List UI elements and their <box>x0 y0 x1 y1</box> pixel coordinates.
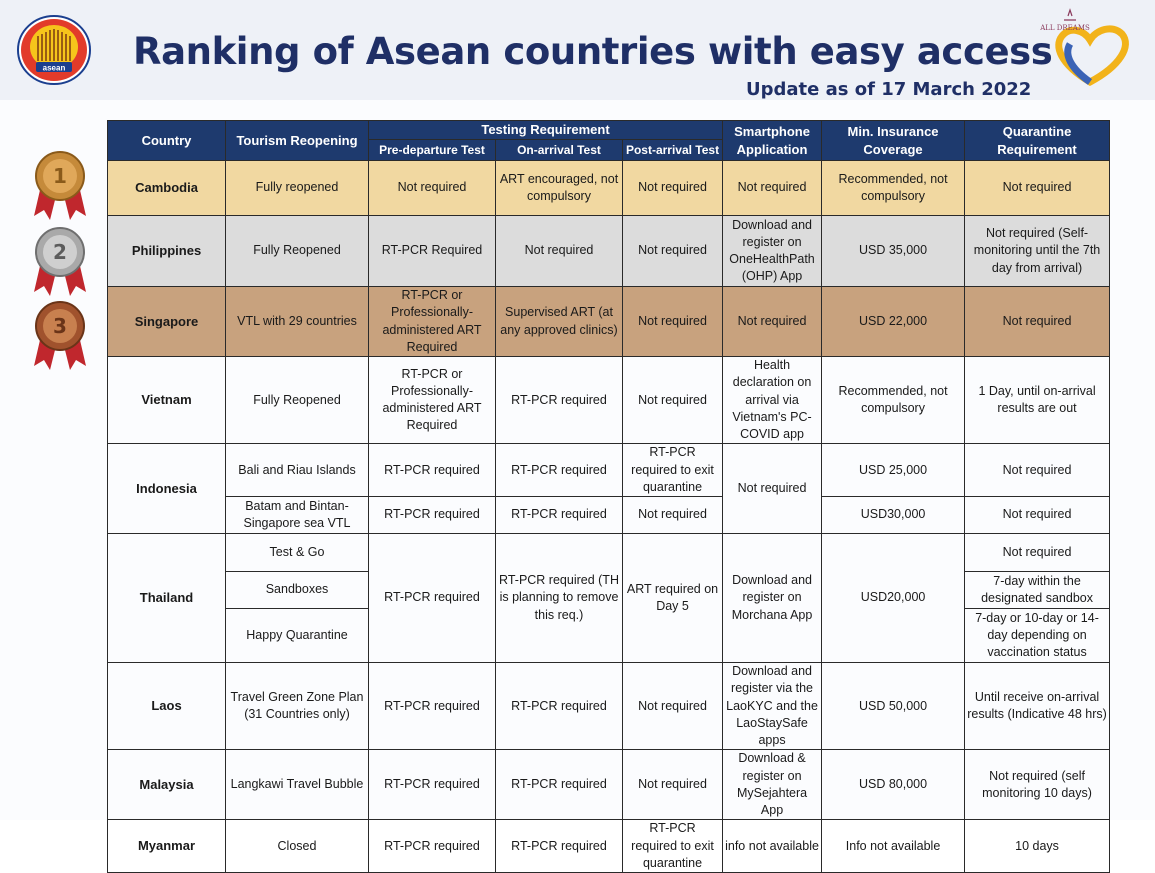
postarrival-cell: Not required <box>623 497 723 534</box>
bronze-medal-icon <box>34 302 86 370</box>
quarantine-cell: Not required <box>965 287 1110 357</box>
country-cell: Malaysia <box>108 750 226 820</box>
app-cell: Download and register on Morchana App <box>723 534 822 663</box>
bronze-medal-label: 3 <box>53 314 67 338</box>
app-cell: Not required <box>723 161 822 216</box>
asean-logo <box>16 14 92 86</box>
predeparture-cell: RT-PCR required <box>369 750 496 820</box>
header-min-insurance: Min. Insurance Coverage <box>822 121 965 161</box>
app-cell: Not required <box>723 444 822 534</box>
page-title: Ranking of Asean countries with easy access <box>133 30 1053 73</box>
quarantine-cell: 7-day or 10-day or 14-day depending on vaccination status <box>965 609 1110 663</box>
tourism-cell: Travel Green Zone Plan (31 Countries only) <box>226 663 369 750</box>
app-cell: info not available <box>723 820 822 873</box>
quarantine-cell: Not required <box>965 534 1110 572</box>
country-cell: Singapore <box>108 287 226 357</box>
gold-medal-label: 1 <box>53 164 67 188</box>
tourism-cell: Batam and Bintan-Singapore sea VTL <box>226 497 369 534</box>
ranking-table <box>107 120 1110 873</box>
tourism-cell: Langkawi Travel Bubble <box>226 750 369 820</box>
table-row-indonesia-1 <box>108 444 1110 497</box>
country-cell: Philippines <box>108 216 226 287</box>
table-row-malaysia <box>108 750 1110 820</box>
table-row-vietnam <box>108 357 1110 444</box>
predeparture-cell: RT-PCR required <box>369 444 496 497</box>
onarrival-cell: RT-PCR required <box>496 497 623 534</box>
insurance-cell: USD30,000 <box>822 497 965 534</box>
tourism-cell: Bali and Riau Islands <box>226 444 369 497</box>
onarrival-cell: Not required <box>496 216 623 287</box>
insurance-cell: USD 22,000 <box>822 287 965 357</box>
table-row-singapore <box>108 287 1110 357</box>
country-cell: Cambodia <box>108 161 226 216</box>
table-row-indonesia-2 <box>108 497 1110 534</box>
quarantine-cell: Not required (self monitoring 10 days) <box>965 750 1110 820</box>
table-row-myanmar <box>108 820 1110 873</box>
predeparture-cell: RT-PCR required <box>369 497 496 534</box>
insurance-cell: Recommended, not compulsory <box>822 161 965 216</box>
header-smartphone-application: Smartphone Application <box>723 121 822 161</box>
onarrival-cell: RT-PCR required <box>496 820 623 873</box>
page-subtitle: Update as of 17 March 2022 <box>746 79 1032 100</box>
insurance-cell: Info not available <box>822 820 965 873</box>
header-predeparture-test: Pre-departure Test <box>369 140 496 161</box>
quarantine-cell: 10 days <box>965 820 1110 873</box>
silver-medal-label: 2 <box>53 240 67 264</box>
asean-logo-text: asean <box>42 63 66 73</box>
insurance-cell: USD 25,000 <box>822 444 965 497</box>
predeparture-cell: RT-PCR required <box>369 663 496 750</box>
tourism-cell: VTL with 29 countries <box>226 287 369 357</box>
predeparture-cell: RT-PCR required <box>369 534 496 663</box>
medals-column <box>30 150 90 372</box>
postarrival-cell: Not required <box>623 663 723 750</box>
insurance-cell: USD 80,000 <box>822 750 965 820</box>
gold-medal-icon <box>34 152 86 220</box>
app-cell: Download and register via the LaoKYC and the LaoStaySafe apps <box>723 663 822 750</box>
app-cell: Download & register on MySejahtera App <box>723 750 822 820</box>
quarantine-cell: 7-day within the designated sandbox <box>965 572 1110 609</box>
predeparture-cell: RT-PCR Required <box>369 216 496 287</box>
header-postarrival-test: Post-arrival Test <box>623 140 723 161</box>
country-cell: Vietnam <box>108 357 226 444</box>
table-row-thailand-1 <box>108 534 1110 572</box>
table-row-cambodia <box>108 161 1110 216</box>
table-row-philippines <box>108 216 1110 287</box>
quarantine-cell: Not required <box>965 161 1110 216</box>
predeparture-cell: Not required <box>369 161 496 216</box>
header-country: Country <box>108 121 226 161</box>
tourism-cell: Test & Go <box>226 534 369 572</box>
app-cell: Download and register on OneHealthPath (OHP) App <box>723 216 822 287</box>
insurance-cell: USD 35,000 <box>822 216 965 287</box>
insurance-cell: USD 50,000 <box>822 663 965 750</box>
quarantine-cell: Not required <box>965 497 1110 534</box>
quarantine-cell: Until receive on-arrival results (Indicative 48 hrs) <box>965 663 1110 750</box>
predeparture-cell: RT-PCR or Professionally-administered ART Required <box>369 287 496 357</box>
quarantine-cell: Not required <box>965 444 1110 497</box>
app-cell: Health declaration on arrival via Vietnam's PC-COVID app <box>723 357 822 444</box>
table-row-laos <box>108 663 1110 750</box>
postarrival-cell: Not required <box>623 357 723 444</box>
onarrival-cell: RT-PCR required <box>496 750 623 820</box>
tourism-cell: Fully Reopened <box>226 216 369 287</box>
brand-logo <box>1040 4 1135 90</box>
postarrival-cell: RT-PCR required to exit quarantine <box>623 444 723 497</box>
app-cell: Not required <box>723 287 822 357</box>
insurance-cell: Recommended, not compulsory <box>822 357 965 444</box>
country-cell: Laos <box>108 663 226 750</box>
country-cell: Indonesia <box>108 444 226 534</box>
quarantine-cell: Not required (Self-monitoring until the 7th day from arrival) <box>965 216 1110 287</box>
silver-medal-icon <box>34 228 86 296</box>
onarrival-cell: RT-PCR required <box>496 663 623 750</box>
onarrival-cell: RT-PCR required <box>496 357 623 444</box>
country-cell: Myanmar <box>108 820 226 873</box>
tourism-cell: Closed <box>226 820 369 873</box>
predeparture-cell: RT-PCR or Professionally-administered ART Required <box>369 357 496 444</box>
header-tourism-reopening: Tourism Reopening <box>226 121 369 161</box>
postarrival-cell: Not required <box>623 287 723 357</box>
postarrival-cell: ART required on Day 5 <box>623 534 723 663</box>
country-cell: Thailand <box>108 534 226 663</box>
tourism-cell: Fully reopened <box>226 161 369 216</box>
tourism-cell: Sandboxes <box>226 572 369 609</box>
quarantine-cell: 1 Day, until on-arrival results are out <box>965 357 1110 444</box>
postarrival-cell: Not required <box>623 216 723 287</box>
tourism-cell: Happy Quarantine <box>226 609 369 663</box>
onarrival-cell: RT-PCR required <box>496 444 623 497</box>
header-quarantine: Quarantine Requirement <box>965 121 1110 161</box>
header-testing-requirement: Testing Requirement <box>369 121 723 140</box>
postarrival-cell: RT-PCR required to exit quarantine <box>623 820 723 873</box>
header-onarrival-test: On-arrival Test <box>496 140 623 161</box>
postarrival-cell: Not required <box>623 750 723 820</box>
postarrival-cell: Not required <box>623 161 723 216</box>
onarrival-cell: ART encouraged, not compulsory <box>496 161 623 216</box>
predeparture-cell: RT-PCR required <box>369 820 496 873</box>
insurance-cell: USD20,000 <box>822 534 965 663</box>
onarrival-cell: Supervised ART (at any approved clinics) <box>496 287 623 357</box>
heart-icon <box>1040 4 1135 90</box>
brand-text: ALL DREAMS <box>1040 24 1090 32</box>
tourism-cell: Fully Reopened <box>226 357 369 444</box>
onarrival-cell: RT-PCR required (TH is planning to remove this req.) <box>496 534 623 663</box>
